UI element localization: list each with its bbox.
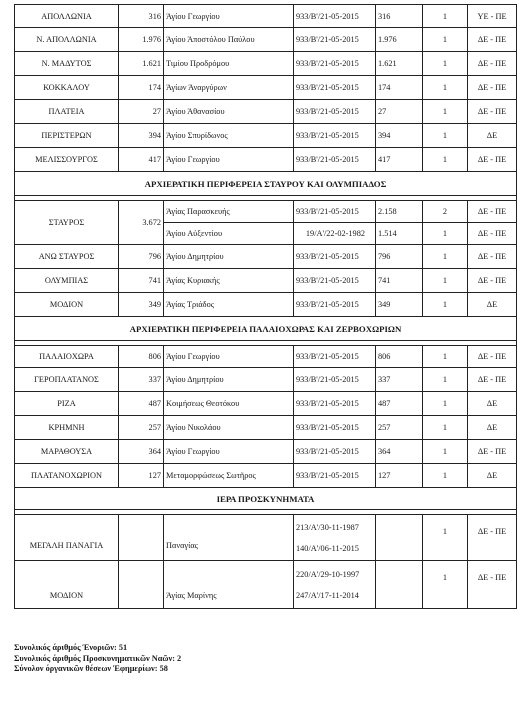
population: 487	[119, 392, 164, 416]
gazette-ref: 933/Β'/21-05-2015	[294, 148, 376, 172]
population: 394	[119, 124, 164, 148]
category: ΔΕ	[468, 416, 517, 440]
gazette-ref: 933/Β'/21-05-2015	[294, 28, 376, 52]
section-header: ΑΡΧΙΕΡΑΤΙΚΗ ΠΕΡΙΦΕΡΕΙΑ ΠΑΛΑΙΟΧΩΡΑΣ ΚΑΙ ΖΕΡΒΟΧΩΡΙΩΝ	[15, 317, 517, 341]
parish-name: ΜΑΡΑΘΟΥΣΑ	[15, 440, 119, 464]
gazette-ref: 933/Β'/21-05-2015	[294, 416, 376, 440]
parish-population: 174	[376, 76, 423, 100]
category: ΔΕ - ΠΕ	[468, 223, 517, 245]
table-row	[15, 124, 517, 148]
church-name: Άγίας Παρασκευής	[164, 201, 294, 223]
positions: 2	[423, 201, 468, 223]
parish-name: ΑΠΟΛΛΩΝΙΑ	[15, 5, 119, 28]
table-row	[15, 293, 517, 317]
parish-population	[376, 561, 423, 609]
category: ΔΕ - ΠΕ	[468, 76, 517, 100]
parish-population: 364	[376, 440, 423, 464]
gazette-ref-cell	[294, 561, 376, 609]
table-row	[15, 515, 517, 561]
parish-name: ΜΟΔΙΟΝ	[15, 561, 119, 609]
positions: 1	[423, 76, 468, 100]
category: ΔΕ - ΠΕ	[468, 368, 517, 392]
positions: 1	[423, 293, 468, 317]
gazette-ref: 933/Β'/21-05-2015	[294, 124, 376, 148]
parish-population: 337	[376, 368, 423, 392]
gazette-ref-cell	[294, 515, 376, 561]
section-header: ΑΡΧΙΕΡΑΤΙΚΗ ΠΕΡΙΦΕΡΕΙΑ ΣΤΑΥΡΟΥ ΚΑΙ ΟΛΥΜΠΙΑΔΟΣ	[15, 172, 517, 196]
parish-population: 2.158	[376, 201, 423, 223]
church-name: Άγίου Γεωργίου	[164, 346, 294, 368]
table-row	[15, 440, 517, 464]
table-row	[15, 269, 517, 293]
positions: 1	[423, 440, 468, 464]
total-shrine-churches: Συνολικός άριθμός Προσκυνηματικῶν Ναῶν: 2	[14, 653, 182, 663]
positions: 1	[423, 392, 468, 416]
population: 337	[119, 368, 164, 392]
parish-population: 349	[376, 293, 423, 317]
parish-name: ΑΝΩ ΣΤΑΥΡΟΣ	[15, 245, 119, 269]
parish-population: 27	[376, 100, 423, 124]
positions: 1	[423, 124, 468, 148]
population: 796	[119, 245, 164, 269]
population	[119, 515, 164, 561]
parish-name: ΡΙΖΑ	[15, 392, 119, 416]
parish-population: 741	[376, 269, 423, 293]
gazette-ref: 220/Α'/29-10-1997	[296, 569, 360, 579]
population: 417	[119, 148, 164, 172]
church-name: Άγίας Μαρίνης	[164, 561, 294, 609]
category: ΔΕ - ΠΕ	[468, 515, 517, 561]
church-name: Άγίου Γεωργίου	[164, 5, 294, 28]
gazette-ref: 933/Β'/21-05-2015	[294, 5, 376, 28]
parish-name: Ν. ΑΠΟΛΛΩΝΙΑ	[15, 28, 119, 52]
section-header-row	[15, 172, 517, 196]
parish-name: ΟΛΥΜΠΙΑΣ	[15, 269, 119, 293]
parish-name: ΜΟΔΙΟΝ	[15, 293, 119, 317]
church-name: Άγίου Γεωργίου	[164, 440, 294, 464]
gazette-ref: 213/Α'/30-11-1987	[296, 522, 359, 532]
table-row	[15, 28, 517, 52]
population	[119, 561, 164, 609]
population: 3.672	[119, 201, 164, 245]
positions: 1	[423, 5, 468, 28]
gazette-ref: 933/Β'/21-05-2015	[294, 52, 376, 76]
parish-population: 487	[376, 392, 423, 416]
gazette-ref: 247/Α'/17-11-2014	[296, 590, 359, 600]
parish-population: 257	[376, 416, 423, 440]
parish-population: 796	[376, 245, 423, 269]
church-name: Άγίου Σπυρίδωνος	[164, 124, 294, 148]
gazette-ref: 933/Β'/21-05-2015	[294, 269, 376, 293]
church-name: Άγίου Δημητρίου	[164, 245, 294, 269]
table-row	[15, 245, 517, 269]
gazette-ref: 933/Β'/21-05-2015	[294, 76, 376, 100]
parish-name: ΓΕΡΟΠΛΑΤΑΝΟΣ	[15, 368, 119, 392]
table-row	[15, 368, 517, 392]
population: 364	[119, 440, 164, 464]
population: 174	[119, 76, 164, 100]
parish-population: 394	[376, 124, 423, 148]
parish-name: ΜΕΓΑΛΗ ΠΑΝΑΓΙΑ	[15, 515, 119, 561]
positions: 1	[423, 100, 468, 124]
church-name: Κοιμήσεως Θεοτόκου	[164, 392, 294, 416]
gazette-ref: 933/Β'/21-05-2015	[294, 440, 376, 464]
positions: 1	[423, 28, 468, 52]
total-parishes: Συνολικός άριθμός Ένοριῶν: 51	[14, 643, 128, 652]
parish-population: 1.976	[376, 28, 423, 52]
totals-footer	[14, 643, 181, 675]
population: 27	[119, 100, 164, 124]
population: 316	[119, 5, 164, 28]
category: ΔΕ	[468, 392, 517, 416]
parish-name: ΣΤΑΥΡΟΣ	[15, 201, 119, 245]
category: ΔΕ - ΠΕ	[468, 100, 517, 124]
positions: 1	[423, 269, 468, 293]
table-row	[15, 561, 517, 609]
parish-name: ΜΕΛΙΣΣΟΥΡΓΟΣ	[15, 148, 119, 172]
parish-population: 417	[376, 148, 423, 172]
category: ΔΕ - ΠΕ	[468, 269, 517, 293]
parish-population: 1.621	[376, 52, 423, 76]
category: ΔΕ - ΠΕ	[468, 245, 517, 269]
category: ΔΕ	[468, 293, 517, 317]
parish-name: ΚΡΗΜΝΗ	[15, 416, 119, 440]
positions: 1	[423, 464, 468, 488]
parish-table	[14, 4, 517, 609]
positions: 1	[423, 561, 468, 609]
positions: 1	[423, 368, 468, 392]
parish-population: 316	[376, 5, 423, 28]
section-header: ΙΕΡΑ ΠΡΟΣΚΥΝΗΜΑΤΑ	[15, 488, 517, 510]
parish-name: ΠΛΑΤΕΙΑ	[15, 100, 119, 124]
population: 127	[119, 464, 164, 488]
population: 349	[119, 293, 164, 317]
gazette-ref: 19/Α'/22-02-1982	[294, 223, 376, 245]
category: ΔΕ - ΠΕ	[468, 346, 517, 368]
table-row	[15, 5, 517, 28]
church-name: Άγίας Κυριακής	[164, 269, 294, 293]
gazette-ref: 933/Β'/21-05-2015	[294, 392, 376, 416]
parish-population: 806	[376, 346, 423, 368]
parish-name: ΠΛΑΤΑΝΟΧΩΡΙΟΝ	[15, 464, 119, 488]
church-name: Άγίου Νικολάου	[164, 416, 294, 440]
table-row	[15, 346, 517, 368]
section-header-row	[15, 317, 517, 341]
positions: 1	[423, 346, 468, 368]
church-name: Άγίου Δημητρίου	[164, 368, 294, 392]
category: ΔΕ - ΠΕ	[468, 148, 517, 172]
parish-population: 1.514	[376, 223, 423, 245]
table-row	[15, 392, 517, 416]
population: 806	[119, 346, 164, 368]
gazette-ref: 933/Β'/21-05-2015	[294, 245, 376, 269]
parish-name: ΚΟΚΚΑΛΟΥ	[15, 76, 119, 100]
category: ΔΕ - ΠΕ	[468, 561, 517, 609]
population: 1.621	[119, 52, 164, 76]
church-name: Άγίου Αὐξεντίου	[164, 223, 294, 245]
table-row	[15, 148, 517, 172]
gazette-ref: 933/Β'/21-05-2015	[294, 346, 376, 368]
section-header-row	[15, 488, 517, 510]
positions: 1	[423, 148, 468, 172]
church-name: Τιμίου Προδρόμου	[164, 52, 294, 76]
gazette-ref: 933/Β'/21-05-2015	[294, 293, 376, 317]
table-row	[15, 76, 517, 100]
church-name: Άγίων Άναργύρων	[164, 76, 294, 100]
parish-name: ΠΕΡΙΣΤΕΡΩΝ	[15, 124, 119, 148]
gazette-ref: 140/Α'/06-11-2015	[296, 543, 359, 553]
gazette-ref: 933/Β'/21-05-2015	[294, 100, 376, 124]
table-row	[15, 201, 517, 223]
positions: 1	[423, 515, 468, 561]
parish-name: ΠΑΛΑΙΟΧΩΡΑ	[15, 346, 119, 368]
category: ΔΕ	[468, 124, 517, 148]
church-name: Μεταμορφώσεως Σωτῆρος	[164, 464, 294, 488]
church-name: Άγίας Τριάδος	[164, 293, 294, 317]
gazette-ref: 933/Β'/21-05-2015	[294, 464, 376, 488]
category: ΔΕ - ΠΕ	[468, 201, 517, 223]
positions: 1	[423, 52, 468, 76]
positions: 1	[423, 416, 468, 440]
category: ΔΕ - ΠΕ	[468, 28, 517, 52]
category: ΥΕ - ΠΕ	[468, 5, 517, 28]
table-row	[15, 100, 517, 124]
category: ΔΕ - ΠΕ	[468, 52, 517, 76]
table-row	[15, 52, 517, 76]
population: 257	[119, 416, 164, 440]
table-row	[15, 416, 517, 440]
church-name: Άγίου Γεωργίου	[164, 148, 294, 172]
church-name: Άγίου Άποστόλου Παύλου	[164, 28, 294, 52]
positions: 1	[423, 223, 468, 245]
category: ΔΕ - ΠΕ	[468, 440, 517, 464]
population: 1.976	[119, 28, 164, 52]
church-name: Παναγίας	[164, 515, 294, 561]
parish-population	[376, 515, 423, 561]
parish-name: Ν. ΜΑΔΥΤΟΣ	[15, 52, 119, 76]
gazette-ref: 933/Β'/21-05-2015	[294, 201, 376, 223]
total-priest-positions: Σύνολον όργανικῶν θέσεων Έφημερίων: 58	[14, 664, 168, 674]
table-row	[15, 464, 517, 488]
positions: 1	[423, 245, 468, 269]
gazette-ref: 933/Β'/21-05-2015	[294, 368, 376, 392]
church-name: Άγίου Άθανασίου	[164, 100, 294, 124]
category: ΔΕ	[468, 464, 517, 488]
population: 741	[119, 269, 164, 293]
parish-population: 127	[376, 464, 423, 488]
